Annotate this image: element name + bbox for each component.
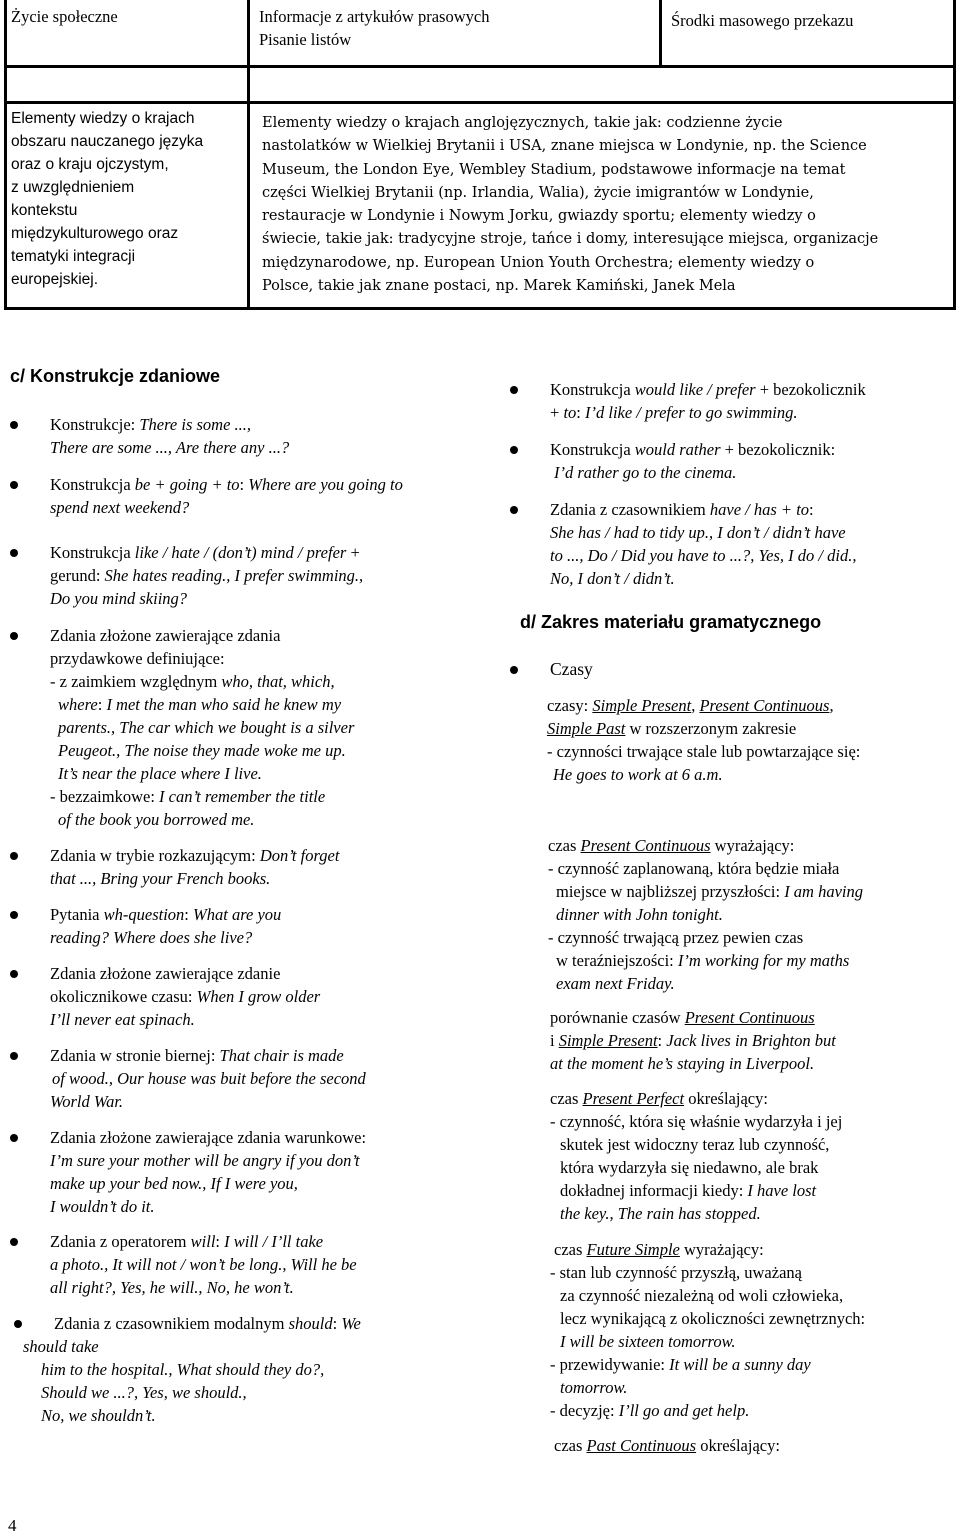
bullet-icon (10, 1052, 18, 1060)
paragraph-past-continuous: czas Past Continuous określający: (554, 1436, 780, 1455)
bullet-icon (14, 1320, 22, 1328)
paragraph-simple-tenses: czasy: Simple Present, Present Continuous, Simple Past w rozszerzonym zakresie - czynności trwające stale lub powtarzające się: He goes to work at 6 a.m. (547, 696, 861, 784)
list-item: Zdania z czasownikiem modalnym should: We should take him to the hospital., What should they do?, Should we ...?, Yes, we should., No, we shouldn’t. (10, 1312, 361, 1427)
table-divider (7, 65, 953, 68)
list-item: Konstrukcja be + going + to: Where are you going to spend next weekend? (10, 473, 403, 519)
paragraph-present-perfect: czas Present Perfect określający: - czynność, która się właśnie wydarzyła i jej skutek jest widoczny teraz lub czynność, która wydarzyła się niedawno, ale brak dokładnej informacji kiedy: I have lost the key., The rain has stopped. (550, 1089, 843, 1223)
header-cell-mass-media: Środki masowego przekazu (671, 11, 854, 30)
paragraph-present-continuous: czas Present Continuous wyrażający: - czynność zaplanowaną, która będzie miała miejsce w najbliższej przyszłości: I am having dinner with John tonight. - czynność trwającą przez pewien czas w teraźniejszości: I’m working for my maths exam next Friday. (548, 836, 864, 993)
bullet-icon (10, 549, 18, 557)
paragraph-comparison: porównanie czasów Present Continuous i Simple Present: Jack lives in Brighton but at the moment he’s staying in Liverpool. (550, 1008, 836, 1073)
bullet-icon (10, 481, 18, 489)
bullet-icon (10, 632, 18, 640)
list-item: Konstrukcja would rather + bezokolicznik: I’d rather go to the cinema. (510, 438, 835, 484)
table-divider (659, 0, 662, 67)
list-item: Zdania złożone zawierające zdania warunkowe: I’m sure your mother will be angry if you don’t make up your bed now., If I were you, I wouldn’t do it. (10, 1126, 366, 1218)
page-number: 4 (8, 1516, 17, 1535)
header-cell-articles: Informacje z artykułów prasowych Pisanie listów (259, 7, 490, 49)
cell-english-countries: Elementy wiedzy o krajach anglojęzycznych, takie jak: codzienne życie nastolatków w Wielkiej Brytanii i USA, znane miejsca w Londynie, np. the Science Museum, the London Eye, Wembley Stadium, podstawowe informacje na temat części Wielkiej Brytanii (np. Irlandia, Walia), życie imigrantów w Londynie, restauracje w Londynie i Nowym Jorku, gwiazdy sportu; elementy wiedzy o świecie, takie jak: tradycyjne stroje, tańce i domy, interesujące miejsca, organizacje międzynarodowe, np. European Union Youth Orchestra; elementy wiedzy o Polsce, takie jak znane postaci, np. Marek Kamiński, Janek Mela (262, 115, 879, 295)
bullet-icon (510, 506, 518, 514)
section-heading-d: d/ Zakres materiału gramatycznego (520, 612, 822, 632)
list-item: Pytania wh-question: What are you reading? Where does she live? (10, 903, 281, 949)
list-item: Konstrukcje: There is some ..., There are some ..., Are there any ...? (10, 413, 289, 459)
list-item: Zdania z czasownikiem have / has + to: She has / had to tidy up., I don’t / didn’t have to ..., Do / Did you have to ...?, Yes, I do / did., No, I don’t / didn’t. (510, 498, 856, 590)
bullet-icon (10, 970, 18, 978)
list-item: Zdania z operatorem will: I will / I’ll take a photo., It will not / won’t be long., Will he be all right?, Yes, he will., No, he won’t. (10, 1230, 357, 1299)
paragraph-future-simple: czas Future Simple wyrażający: - stan lub czynność przyszłą, uważaną za czynność niezależną od woli człowieka, lecz wynikającą z okoliczności zewnętrznych: I will be sixteen tomorrow. - przewidywanie: It will be a sunny day tomorrow. - decyzję: I’ll go and get help. (550, 1240, 866, 1420)
table-divider (247, 0, 250, 307)
cell-knowledge-elements: Elementy wiedzy o krajach obszaru nauczanego języka oraz o kraju ojczystym, z uwzględnieniem kontekstu międzykulturowego oraz tematyki integracji europejskiej. (11, 110, 204, 288)
bullet-icon (510, 666, 518, 674)
bullet-icon (10, 852, 18, 860)
bullet-icon (510, 386, 518, 394)
list-item: Zdania w trybie rozkazującym: Don’t forget that ..., Bring your French books. (10, 844, 339, 890)
left-column (10, 366, 480, 1425)
list-item: Konstrukcja would like / prefer + bezokolicznik + to: I’d like / prefer to go swimming. (510, 378, 866, 424)
bullet-icon (10, 1238, 18, 1246)
curriculum-table (4, 0, 956, 310)
list-item: Zdania w stronie biernej: That chair is made of wood., Our house was buit before the second World War. (10, 1044, 366, 1113)
bullet-icon (10, 911, 18, 919)
bullet-icon (10, 1134, 18, 1142)
bullet-icon (10, 421, 18, 429)
section-heading-c: c/ Konstrukcje zdaniowe (10, 366, 221, 386)
list-item: Konstrukcja like / hate / (don’t) mind / prefer + gerund: She hates reading., I prefer swimming., Do you mind skiing? (10, 541, 363, 610)
list-item: Zdania złożone zawierające zdanie okolicznikowe czasu: When I grow older I’ll never eat spinach. (10, 962, 320, 1031)
header-cell-social-life: Życie społeczne (11, 7, 118, 26)
bullet-icon (510, 446, 518, 454)
list-item: Zdania złożone zawierające zdania przydawkowe definiujące: - z zaimkiem względnym who, that, which, where: I met the man who said he knew my parents., The car which we bought is a silver Peugeot., The noise they made woke me up. It’s near the place where I live. - bezzaimkowe: I can’t remember the title of the book you borrowed me. (10, 624, 354, 831)
table-divider (7, 101, 953, 104)
list-item: Czasy (510, 658, 593, 681)
